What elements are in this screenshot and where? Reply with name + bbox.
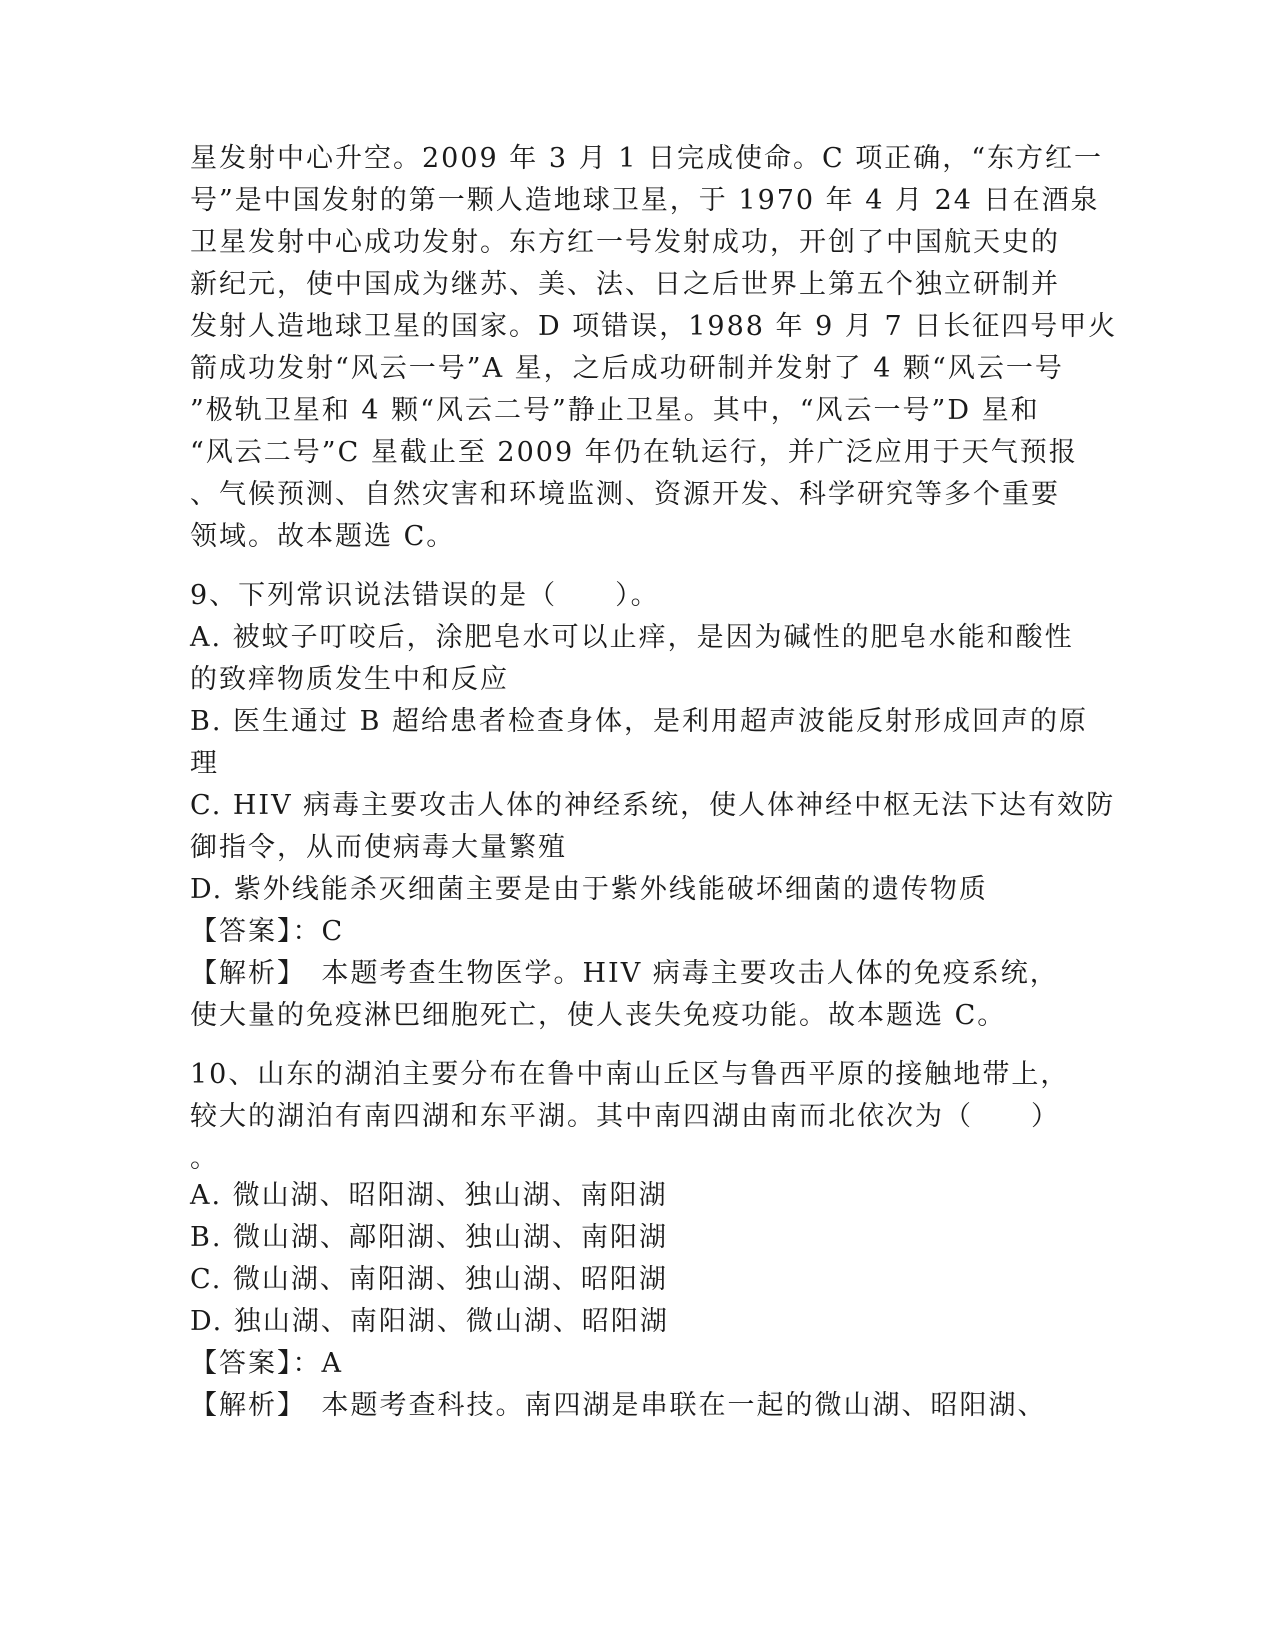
question-9-answer: 【答案】：C	[190, 916, 345, 947]
question-9-option-a-cont: 的致痒物质发生中和反应	[190, 664, 509, 695]
question-10-stem: 10、山东的湖泊主要分布在鲁中南山丘区与鲁西平原的接触地带上，	[190, 1059, 1070, 1090]
question-10-option-c: C. 微山湖、南阳湖、独山湖、昭阳湖	[190, 1264, 668, 1295]
question-9-option-a: A. 被蚊子叮咬后，涂肥皂水可以止痒，是因为碱性的肥皂水能和酸性	[190, 622, 1074, 653]
explanation-line: 、气候预测、自然灾害和环境监测、资源开发、科学研究等多个重要	[190, 479, 1060, 510]
explanation-line: 号”是中国发射的第一颗人造地球卫星，于 1970 年 4 月 24 日在酒泉	[190, 185, 1100, 216]
question-9-analysis-cont: 使大量的免疫淋巴细胞死亡，使人丧失免疫功能。故本题选 C。	[190, 1000, 1007, 1031]
explanation-line: 卫星发射中心成功发射。东方红一号发射成功，开创了中国航天史的	[190, 227, 1060, 258]
question-9-option-c: C. HIV 病毒主要攻击人体的神经系统，使人体神经中枢无法下达有效防	[190, 790, 1116, 821]
question-10-analysis: 【解析】 本题考查科技。南四湖是串联在一起的微山湖、昭阳湖、	[190, 1390, 1047, 1421]
question-9-stem: 9、下列常识说法错误的是（ ）。	[190, 580, 660, 611]
explanation-line: 新纪元，使中国成为继苏、美、法、日之后世界上第五个独立研制并	[190, 269, 1060, 300]
explanation-line: 领域。故本题选 C。	[190, 521, 456, 552]
question-10-option-a: A. 微山湖、昭阳湖、独山湖、南阳湖	[190, 1180, 668, 1211]
explanation-line: “风云二号”C 星截止至 2009 年仍在轨运行，并广泛应用于天气预报	[190, 437, 1078, 468]
question-10-option-d: D. 独山湖、南阳湖、微山湖、昭阳湖	[190, 1306, 669, 1337]
explanation-line: ”极轨卫星和 4 颗“风云二号”静止卫星。其中，“风云一号”D 星和	[190, 395, 1040, 426]
question-9-analysis: 【解析】 本题考查生物医学。HIV 病毒主要攻击人体的免疫系统，	[190, 958, 1059, 989]
question-10-answer: 【答案】：A	[190, 1348, 343, 1379]
question-10-stem-end: 。	[190, 1143, 219, 1174]
question-9-option-d: D. 紫外线能杀灭细菌主要是由于紫外线能破坏细菌的遗传物质	[190, 874, 988, 905]
explanation-line: 箭成功发射“风云一号”A 星，之后成功研制并发射了 4 颗“风云一号	[190, 353, 1064, 384]
question-9-option-c-cont: 御指令，从而使病毒大量繁殖	[190, 832, 567, 863]
explanation-line: 星发射中心升空。2009 年 3 月 1 日完成使命。C 项正确，“东方红一	[190, 143, 1104, 174]
question-9-option-b: B. 医生通过 B 超给患者检查身体，是利用超声波能反射形成回声的原	[190, 706, 1089, 737]
question-9-option-b-cont: 理	[190, 748, 219, 779]
question-10-stem-cont: 较大的湖泊有南四湖和东平湖。其中南四湖由南而北依次为（ ）	[190, 1101, 1060, 1132]
question-10-option-b: B. 微山湖、鄗阳湖、独山湖、南阳湖	[190, 1222, 669, 1253]
explanation-line: 发射人造地球卫星的国家。D 项错误，1988 年 9 月 7 日长征四号甲火	[190, 311, 1118, 342]
